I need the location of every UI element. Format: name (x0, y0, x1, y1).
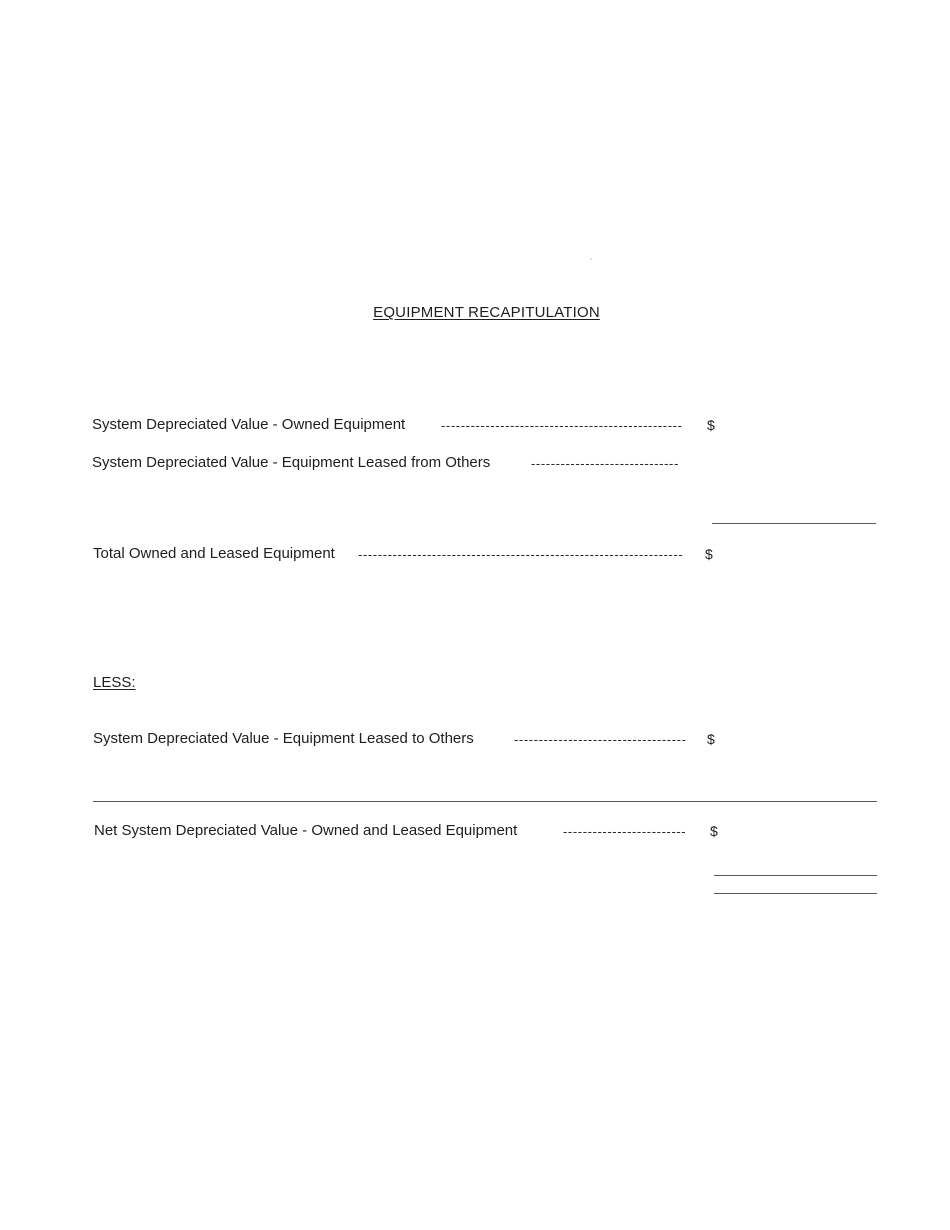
page-title: EQUIPMENT RECAPITULATION (373, 304, 600, 321)
total-owned-leased-label: Total Owned and Leased Equipment (93, 545, 335, 562)
net-value-dollar: $ (710, 823, 718, 839)
total-owned-leased-dollar: $ (705, 546, 713, 562)
leased-to-others-leader: ----------------------------------- (514, 732, 687, 747)
owned-equipment-dollar: $ (707, 417, 715, 433)
subtotal-rule (712, 523, 876, 524)
separator-rule (93, 801, 877, 802)
leased-from-others-label: System Depreciated Value - Equipment Leased from Others (92, 454, 491, 471)
leased-to-others-dollar: $ (707, 731, 715, 747)
less-heading: LESS: (93, 674, 136, 691)
net-value-label: Net System Depreciated Value - Owned and Leased Equipment (94, 822, 518, 839)
net-value-leader: ------------------------- (563, 824, 687, 839)
leased-to-others-label: System Depreciated Value - Equipment Leased to Others (93, 730, 474, 747)
double-underline-top (714, 875, 877, 876)
leased-from-others-leader: ------------------------------ (531, 456, 679, 471)
owned-equipment-leader: ------------------------------------------------- (441, 418, 683, 433)
scan-speck (590, 258, 592, 260)
double-underline-bottom (714, 893, 877, 894)
owned-equipment-label: System Depreciated Value - Owned Equipment (92, 416, 406, 433)
total-owned-leased-leader: ------------------------------------------------------------------ (358, 547, 684, 562)
